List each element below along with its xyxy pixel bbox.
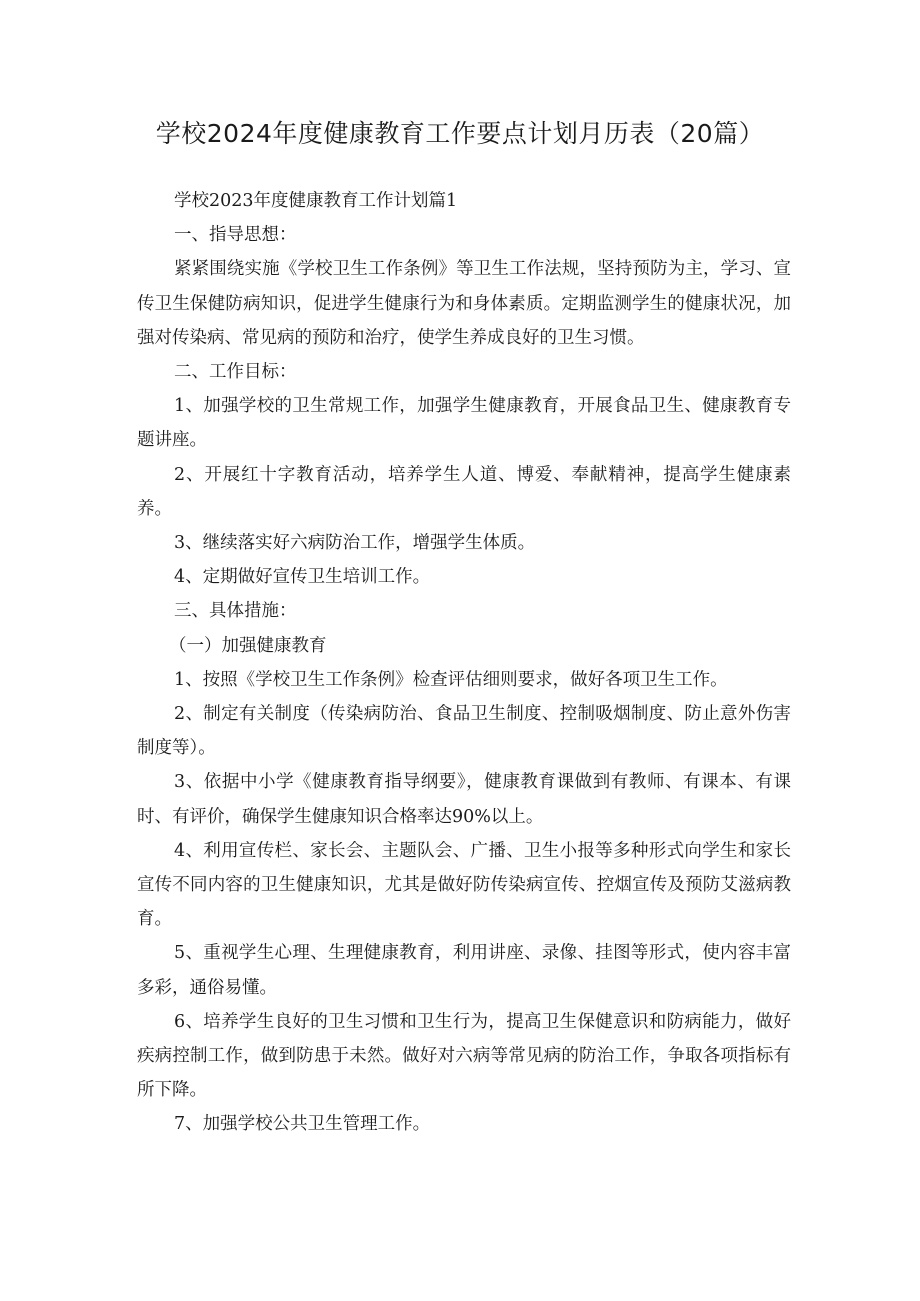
list-item: 7、加强学校公共卫生管理工作。	[174, 1114, 431, 1135]
section-heading: 学校2023年度健康教育工作计划篇1	[174, 191, 458, 211]
list-item: 3、依据中小学《健康教育指导纲要》，健康教育课做到有教师、有课本、有课时、有评价，确保学生健康知识合格率达90%以上。	[137, 772, 791, 827]
list-item: 2、制定有关制度（传染病防治、食品卫生制度、控制吸烟制度、防止意外伤害制度等）。	[137, 704, 791, 759]
list-item: 2、开展红十字教育活动，培养学生人道、博爱、奉献精神，提高学生健康素养。	[137, 464, 791, 519]
list-item: 1、按照《学校卫生工作条例》检查评估细则要求，做好各项卫生工作。	[174, 669, 728, 690]
section-heading: 三、具体措施：	[174, 601, 297, 622]
list-item: 6、培养学生良好的卫生习惯和卫生行为，提高卫生保健意识和防病能力，做好疾病控制工作，做到防患于未然。做好对六病等常见病的防治工作，争取各项指标有所下降。	[137, 1011, 791, 1101]
list-item: 4、利用宣传栏、家长会、主题队会、广播、卫生小报等多种形式向学生和家长宣传不同内容的卫生健康知识，尤其是做好防传染病宣传、控烟宣传及预防艾滋病教育。	[137, 840, 791, 930]
section-heading: 一、指导思想：	[174, 225, 297, 246]
list-item: 1、加强学校的卫生常规工作，加强学生健康教育，开展食品卫生、健康教育专题讲座。	[137, 396, 791, 451]
document-body	[137, 184, 791, 1142]
list-item: 4、定期做好宣传卫生培训工作。	[174, 567, 431, 588]
list-item: 5、重视学生心理、生理健康教育，利用讲座、录像、挂图等形式，使内容丰富多彩，通俗易懂。	[137, 943, 791, 998]
paragraph: 紧紧围绕实施《学校卫生工作条例》等卫生工作法规，坚持预防为主，学习、宣传卫生保健防病知识，促进学生健康行为和身体素质。定期监测学生的健康状况，加强对传染病、常见病的预防和治疗，使学生养成良好的卫生习惯。	[137, 259, 791, 348]
document-title: 学校2024年度健康教育工作要点计划月历表（20篇）	[155, 119, 765, 148]
subsection-heading: （一）加强健康教育	[169, 635, 327, 656]
section-heading: 二、工作目标：	[174, 362, 297, 383]
list-item: 3、继续落实好六病防治工作，增强学生体质。	[174, 533, 536, 554]
